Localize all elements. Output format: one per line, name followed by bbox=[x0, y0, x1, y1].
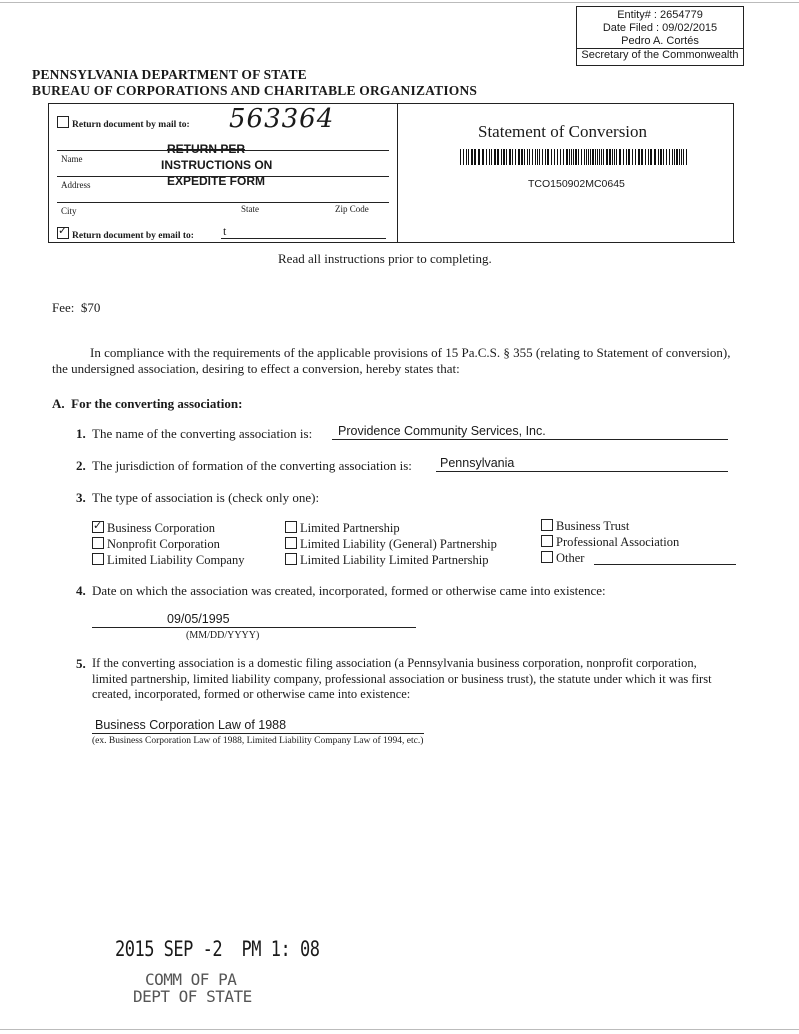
barcode-bar bbox=[554, 149, 555, 165]
barcode-bar bbox=[623, 149, 624, 165]
mail-handwritten-number: 563364 bbox=[229, 104, 335, 134]
city-line bbox=[57, 202, 389, 203]
barcode-bar bbox=[569, 149, 570, 165]
q5-number: 5. bbox=[76, 656, 86, 671]
q4-format-hint: (MM/DD/YYYY) bbox=[186, 630, 260, 641]
header-line-2: BUREAU OF CORPORATIONS AND CHARITABLE ORGANIZATIONS bbox=[32, 83, 478, 98]
barcode-bar bbox=[628, 149, 630, 165]
received-stamp-line-1: COMM OF PA bbox=[145, 970, 237, 989]
option-llp-general[interactable] bbox=[285, 536, 497, 552]
instructions-note: Read all instructions prior to completing. bbox=[278, 251, 492, 266]
option-other[interactable] bbox=[541, 550, 584, 566]
barcode-bar bbox=[478, 149, 480, 165]
header-line-1: PENNSYLVANIA DEPARTMENT OF STATE bbox=[32, 67, 307, 82]
barcode-bar bbox=[635, 149, 636, 165]
barcode-bar bbox=[474, 149, 476, 165]
barcode-bar bbox=[503, 149, 505, 165]
other-label: Other bbox=[556, 551, 585, 565]
barcode-bar bbox=[463, 149, 464, 165]
barcode-bar bbox=[494, 149, 496, 165]
section-a-heading: A. For the converting association: bbox=[52, 396, 243, 411]
q2-value: Pennsylvania bbox=[440, 456, 515, 470]
barcode-bar bbox=[542, 149, 543, 165]
signer-name: Pedro A. Cortés bbox=[621, 35, 699, 47]
barcode-bar bbox=[491, 149, 492, 165]
expedite-form-text: EXPEDITE FORM bbox=[167, 174, 266, 188]
barcode-bar bbox=[501, 149, 502, 165]
barcode-bar bbox=[563, 149, 564, 165]
nonprofit-corporation-checkbox[interactable] bbox=[92, 537, 104, 549]
barcode-bar bbox=[524, 149, 525, 165]
q1-value: Providence Community Services, Inc. bbox=[338, 424, 546, 438]
scan-edge-top bbox=[0, 2, 799, 3]
return-by-email-row[interactable] bbox=[57, 227, 194, 241]
barcode-bar bbox=[609, 149, 611, 165]
barcode-bar bbox=[632, 149, 633, 165]
barcode-bar bbox=[592, 149, 594, 165]
fee: Fee: $70 bbox=[52, 300, 101, 315]
q2-number: 2. bbox=[76, 458, 86, 473]
barcode-bar bbox=[521, 149, 523, 165]
barcode-bar bbox=[468, 149, 469, 165]
barcode-bar bbox=[529, 149, 530, 165]
q3-label: The type of association is (check only one): bbox=[92, 490, 320, 505]
barcode-bar bbox=[626, 149, 627, 165]
barcode-bar bbox=[616, 149, 617, 165]
barcode-text: TCO150902MC0645 bbox=[528, 178, 625, 190]
barcode-bar bbox=[584, 149, 585, 165]
nonprofit-corporation-label: Nonprofit Corporation bbox=[107, 537, 220, 551]
email-line[interactable] bbox=[221, 238, 386, 239]
barcode-bar bbox=[597, 149, 598, 165]
barcode-bar bbox=[645, 149, 646, 165]
professional-association-checkbox[interactable] bbox=[541, 535, 553, 547]
barcode-bar bbox=[547, 149, 549, 165]
scan-edge-bottom bbox=[0, 1029, 799, 1030]
state-label: State bbox=[241, 204, 259, 214]
barcode-bar bbox=[614, 149, 615, 165]
zip-label: Zip Code bbox=[335, 204, 369, 214]
barcode-bar bbox=[573, 149, 574, 165]
address-label: Address bbox=[61, 180, 91, 190]
lllp-label: Limited Liability Limited Partnership bbox=[300, 553, 489, 567]
barcode-bar bbox=[586, 149, 587, 165]
barcode-bar bbox=[537, 149, 538, 165]
llc-checkbox[interactable] bbox=[92, 553, 104, 565]
limited-partnership-label: Limited Partnership bbox=[300, 521, 400, 535]
barcode-bar bbox=[619, 149, 621, 165]
filing-stamp bbox=[576, 6, 744, 66]
barcode-bar bbox=[578, 149, 579, 165]
return-per-text: RETURN PER bbox=[167, 142, 246, 156]
option-lllp[interactable] bbox=[285, 552, 489, 568]
barcode-bar bbox=[601, 149, 602, 165]
title-box-bottom-rule bbox=[398, 242, 735, 243]
barcode-bar bbox=[535, 149, 536, 165]
intro-text: In compliance with the requirements of the applicable provisions of 15 Pa.C.S. § 355 (relating to Statement of conversion), the undersigned association, desiring to effect a conversion, hereby states that: bbox=[52, 345, 731, 376]
q2-input-line[interactable] bbox=[436, 471, 728, 472]
barcode-bar bbox=[669, 149, 670, 165]
received-stamp-line-2: DEPT OF STATE bbox=[133, 987, 252, 1006]
barcode-bar bbox=[539, 149, 540, 165]
received-date-stamp: 2015 SEP -2 PM 1: 08 bbox=[115, 937, 320, 962]
barcode-bar bbox=[515, 149, 516, 165]
q5-example: (ex. Business Corporation Law of 1988, Limited Liability Company Law of 1994, etc.) bbox=[92, 736, 424, 746]
title-box bbox=[398, 103, 734, 243]
barcode-bar bbox=[674, 149, 675, 165]
department-header bbox=[32, 67, 477, 99]
barcode-bar bbox=[679, 149, 680, 165]
option-limited-partnership[interactable] bbox=[285, 520, 400, 536]
barcode-bar bbox=[686, 149, 687, 165]
barcode-bar bbox=[648, 149, 649, 165]
city-label: City bbox=[61, 206, 77, 216]
q1-number: 1. bbox=[76, 426, 86, 441]
barcode-bar bbox=[532, 149, 533, 165]
business-corporation-label: Business Corporation bbox=[107, 521, 215, 535]
barcode-bar bbox=[666, 149, 667, 165]
barcode-bar bbox=[506, 149, 507, 165]
q4-input-line[interactable] bbox=[92, 627, 416, 628]
professional-association-label: Professional Association bbox=[556, 535, 680, 549]
barcode-bar bbox=[512, 149, 513, 165]
barcode-bar bbox=[489, 149, 490, 165]
other-input-line[interactable] bbox=[594, 564, 736, 565]
barcode-bar bbox=[560, 149, 561, 165]
return-by-email-label: Return document by email to: bbox=[72, 231, 194, 241]
business-trust-checkbox[interactable] bbox=[541, 519, 553, 531]
barcode-bar bbox=[566, 149, 568, 165]
barcode-bar bbox=[545, 149, 546, 165]
barcode-bar bbox=[471, 149, 473, 165]
q1-input-line[interactable] bbox=[332, 439, 728, 440]
intro-paragraph bbox=[52, 345, 732, 377]
llc-label: Limited Liability Company bbox=[107, 553, 245, 567]
barcode-bar bbox=[606, 149, 608, 165]
q5-value: Business Corporation Law of 1988 bbox=[95, 718, 287, 732]
option-business-trust[interactable] bbox=[541, 518, 629, 534]
barcode-bar bbox=[638, 149, 640, 165]
q4-number: 4. bbox=[76, 583, 86, 598]
lllp-checkbox[interactable] bbox=[285, 553, 297, 565]
barcode-bar bbox=[681, 149, 682, 165]
barcode-bar bbox=[676, 149, 678, 165]
address-line bbox=[57, 176, 389, 177]
return-by-mail-checkbox[interactable] bbox=[57, 116, 69, 128]
email-value: t bbox=[223, 224, 227, 238]
barcode-bar bbox=[551, 149, 552, 165]
entity-number: Entity# : 2654779 bbox=[617, 9, 703, 21]
barcode-bar bbox=[486, 149, 487, 165]
barcode-bar bbox=[672, 149, 673, 165]
return-by-email-checkbox[interactable] bbox=[57, 227, 69, 239]
return-box bbox=[48, 103, 398, 243]
q4-label: Date on which the association was created, incorporated, formed or otherwise came into existence: bbox=[92, 583, 606, 598]
barcode-bar bbox=[557, 149, 558, 165]
q2-label: The jurisdiction of formation of the converting association is: bbox=[92, 458, 412, 473]
barcode-bar bbox=[654, 149, 656, 165]
name-line bbox=[57, 150, 389, 151]
barcode-bar bbox=[571, 149, 572, 165]
date-filed: Date Filed : 09/02/2015 bbox=[602, 22, 718, 34]
instructions-on-text: INSTRUCTIONS ON bbox=[161, 158, 273, 172]
option-business-corporation[interactable] bbox=[92, 520, 215, 536]
barcode-bar bbox=[663, 149, 664, 165]
barcode-bar bbox=[683, 149, 684, 165]
q1-label: The name of the converting association is: bbox=[92, 426, 313, 441]
barcode bbox=[460, 149, 690, 165]
barcode-bar bbox=[603, 149, 604, 165]
llp-general-label: Limited Liability (General) Partnership bbox=[300, 537, 497, 551]
barcode-bar bbox=[650, 149, 652, 165]
option-nonprofit-corporation[interactable] bbox=[92, 536, 220, 552]
barcode-bar bbox=[599, 149, 600, 165]
return-by-mail-label: Return document by mail to: bbox=[72, 120, 190, 130]
document-title: Statement of Conversion bbox=[478, 122, 648, 141]
business-corporation-checkbox[interactable] bbox=[92, 521, 104, 533]
signer-office: Secretary of the Commonwealth bbox=[577, 48, 743, 62]
barcode-bar bbox=[482, 149, 484, 165]
barcode-bar bbox=[575, 149, 577, 165]
barcode-bar bbox=[595, 149, 596, 165]
option-professional-association[interactable] bbox=[541, 534, 679, 550]
barcode-bar bbox=[466, 149, 467, 165]
option-llc[interactable] bbox=[92, 552, 244, 568]
barcode-bar bbox=[518, 149, 520, 165]
limited-partnership-checkbox[interactable] bbox=[285, 521, 297, 533]
barcode-bar bbox=[658, 149, 659, 165]
barcode-bar bbox=[660, 149, 662, 165]
q5-input-line[interactable] bbox=[92, 733, 424, 734]
barcode-bar bbox=[588, 149, 589, 165]
business-trust-label: Business Trust bbox=[556, 519, 630, 533]
q3-number: 3. bbox=[76, 490, 86, 505]
q4-value: 09/05/1995 bbox=[167, 612, 230, 626]
other-checkbox[interactable] bbox=[541, 551, 553, 563]
barcode-bar bbox=[509, 149, 511, 165]
q5-label: If the converting association is a domestic filing association (a Pennsylvania business corporation, nonprofit corporation, limited partnership, limited liability company, professional association or business trust), the statute under which it was first created, incorporated, formed or otherwise came into existence: bbox=[92, 656, 712, 701]
barcode-bar bbox=[527, 149, 528, 165]
return-by-mail-row[interactable] bbox=[57, 116, 190, 130]
barcode-bar bbox=[460, 149, 461, 165]
barcode-bar bbox=[641, 149, 643, 165]
barcode-bar bbox=[612, 149, 613, 165]
barcode-bar bbox=[590, 149, 591, 165]
name-label: Name bbox=[61, 154, 83, 164]
barcode-bar bbox=[581, 149, 582, 165]
barcode-bar bbox=[497, 149, 499, 165]
llp-general-checkbox[interactable] bbox=[285, 537, 297, 549]
